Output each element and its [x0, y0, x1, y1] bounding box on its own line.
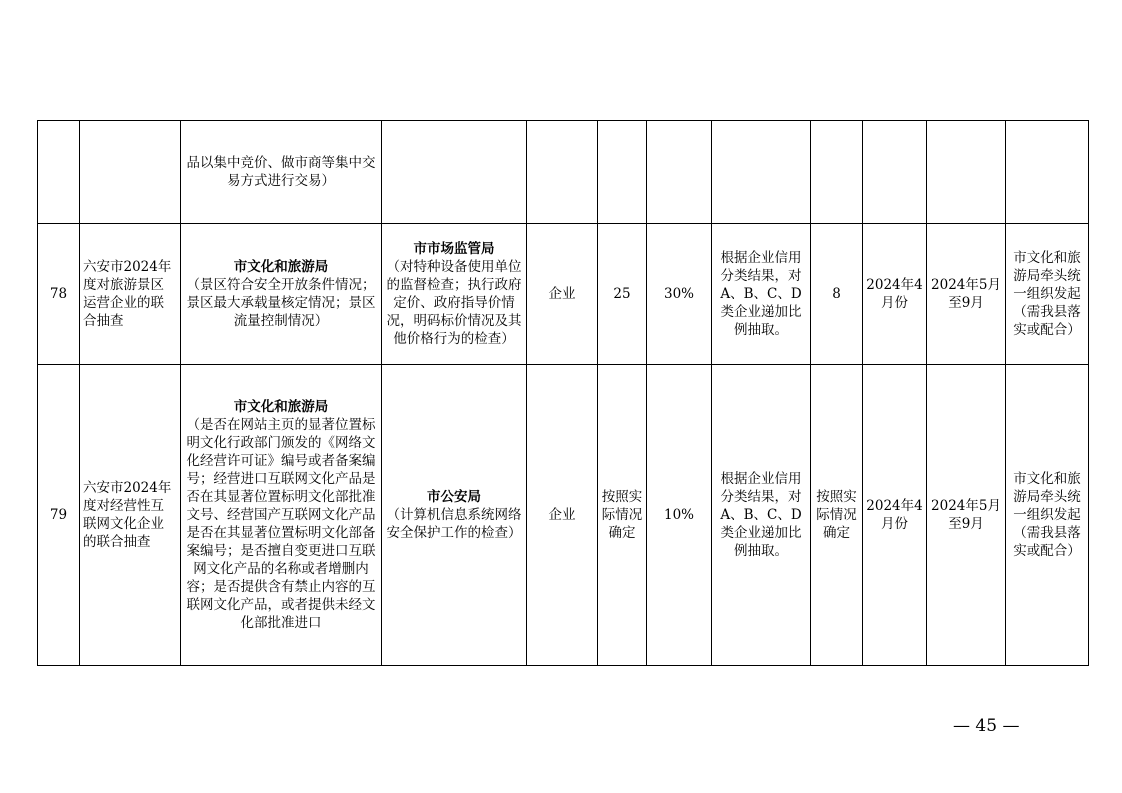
ratio-cell — [647, 121, 712, 224]
lead-dept-items: 品以集中竞价、做市商等集中交易方式进行交易） — [186, 155, 376, 189]
inspection-table — [37, 120, 1089, 666]
period-cell — [927, 121, 1006, 224]
table-row — [38, 224, 1089, 365]
method-cell: 根据企业信用分类结果，对A、B、C、D类企业递加比例抽取。 — [712, 224, 811, 365]
start-cell: 2024年4月份 — [863, 365, 927, 666]
count-cell: 按照实际情况确定 — [598, 365, 647, 666]
row-number: 79 — [38, 365, 80, 666]
period-cell: 2024年5月至9月 — [927, 224, 1006, 365]
table-row — [38, 365, 1089, 666]
ratio-cell: 10% — [647, 365, 712, 666]
lead-dept-title: 市文化和旅游局 — [233, 399, 329, 415]
org-cell: 市文化和旅游局牵头统一组织发起（需我县落实或配合） — [1006, 365, 1089, 666]
method-cell: 根据企业信用分类结果，对A、B、C、D类企业递加比例抽取。 — [712, 365, 811, 666]
org-cell: 市文化和旅游局牵头统一组织发起（需我县落实或配合） — [1006, 224, 1089, 365]
page-number: — 45 — — [953, 716, 1020, 736]
object-cell — [527, 121, 598, 224]
count-cell — [598, 121, 647, 224]
lead-dept-cell — [181, 224, 382, 365]
count2-cell — [811, 121, 863, 224]
item-name: 六安市2024年度对旅游景区运营企业的联合抽查 — [80, 224, 181, 365]
joint-dept-cell — [382, 224, 527, 365]
lead-dept-cell — [181, 365, 382, 666]
object-cell: 企业 — [527, 365, 598, 666]
table-row — [38, 121, 1089, 224]
lead-dept-title: 市文化和旅游局 — [233, 259, 329, 275]
joint-dept-cell — [382, 121, 527, 224]
row-number: 78 — [38, 224, 80, 365]
lead-dept-cell — [181, 121, 382, 224]
joint-dept-items: （对特种设备使用单位的监督检查；执行政府定价、政府指导价情况，明码标价情况及其他价格行为的检查） — [386, 259, 522, 347]
joint-dept-cell — [382, 365, 527, 666]
period-cell: 2024年5月至9月 — [927, 365, 1006, 666]
count2-cell: 8 — [811, 224, 863, 365]
org-cell — [1006, 121, 1089, 224]
joint-dept-title: 市市场监管局 — [413, 241, 495, 257]
ratio-cell: 30% — [647, 224, 712, 365]
item-name — [80, 121, 181, 224]
row-number — [38, 121, 80, 224]
count-cell: 25 — [598, 224, 647, 365]
item-name: 六安市2024年度对经营性互联网文化企业的联合抽查 — [80, 365, 181, 666]
lead-dept-items: （景区符合安全开放条件情况；景区最大承载量核定情况；景区流量控制情况） — [186, 277, 376, 329]
method-cell — [712, 121, 811, 224]
joint-dept-title: 市公安局 — [427, 489, 481, 505]
object-cell: 企业 — [527, 224, 598, 365]
joint-dept-items: （计算机信息系统网络安全保护工作的检查） — [386, 507, 522, 541]
lead-dept-items: （是否在网站主页的显著位置标明文化行政部门颁发的《网络文化经营许可证》编号或者备案编号；经营进口互联网文化产品是否在其显著位置标明文化部批准文号、经营国产互联网文化产品是否在其显著位置标明文化部备案编号；是否擅自变更进口互联网文化产品的名称或者增删内容；是否提供含有禁止内容的互联网文化产品，或者提供未经文化部批准进口 — [186, 417, 376, 631]
start-cell — [863, 121, 927, 224]
count2-cell: 按照实际情况确定 — [811, 365, 863, 666]
start-cell: 2024年4月份 — [863, 224, 927, 365]
